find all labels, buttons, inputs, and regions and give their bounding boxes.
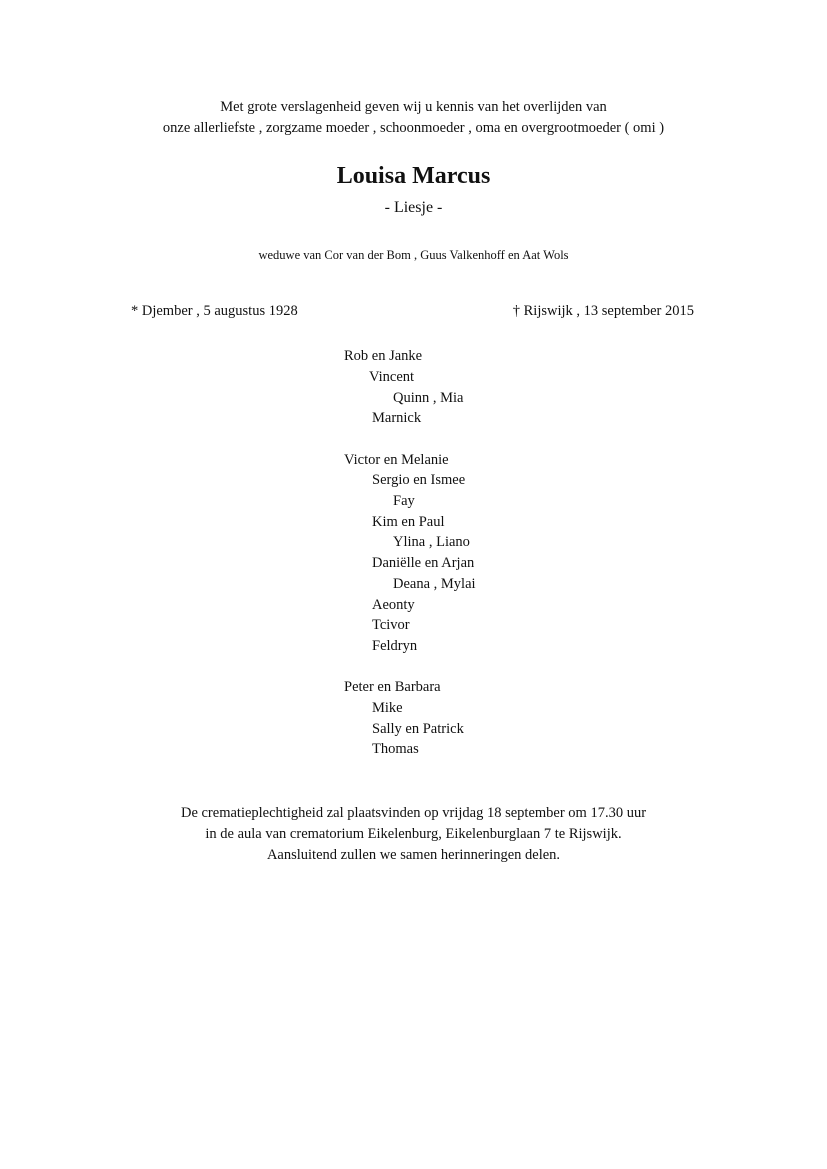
- intro-line-1: Met grote verslagenheid geven wij u kennis van het overlijden van: [220, 99, 607, 115]
- family-grandchild: Ylina , Liano: [393, 534, 470, 550]
- ceremony-line-2: in de aula van crematorium Eikelenburg, Eikelenburglaan 7 te Rijswijk.: [205, 826, 622, 842]
- family-member: Thomas: [372, 741, 419, 757]
- intro-text: [0, 97, 827, 139]
- birth-date: * Djember , 5 augustus 1928: [131, 303, 298, 319]
- family-member: Tcivor: [372, 617, 410, 633]
- family-member: Marnick: [372, 410, 422, 426]
- family-grandchild: Deana , Mylai: [393, 576, 476, 592]
- family-couple: Victor en Melanie: [344, 452, 449, 468]
- family-member: Kim en Paul: [372, 514, 445, 530]
- deceased-nickname: - Liesje -: [384, 199, 443, 216]
- family-grandchild: Fay: [393, 493, 415, 509]
- death-date: † Rijswijk , 13 september 2015: [512, 303, 694, 319]
- intro-line-2: onze allerliefste , zorgzame moeder , schoonmoeder , oma en overgrootmoeder ( omi ): [162, 120, 665, 136]
- family-member: Mike: [372, 700, 403, 716]
- deceased-name: Louisa Marcus: [336, 163, 491, 189]
- family-member: Vincent: [369, 369, 415, 385]
- ceremony-info: [0, 803, 827, 866]
- family-member: Daniëlle en Arjan: [372, 555, 475, 571]
- family-member: Aeonty: [372, 597, 415, 613]
- family-member: Sergio en Ismee: [372, 472, 466, 488]
- family-couple: Peter en Barbara: [344, 679, 441, 695]
- ceremony-line-1: De crematieplechtigheid zal plaatsvinden op vrijdag 18 september om 17.30 uur: [180, 805, 647, 821]
- widow-of-text: weduwe van Cor van der Bom , Guus Valkenhoff en Aat Wols: [258, 248, 569, 262]
- family-member: Sally en Patrick: [372, 721, 464, 737]
- family-grandchild: Quinn , Mia: [393, 390, 464, 406]
- ceremony-line-3: Aansluitend zullen we samen herinneringen delen.: [266, 847, 561, 863]
- family-member: Feldryn: [372, 638, 418, 654]
- family-couple: Rob en Janke: [344, 348, 423, 364]
